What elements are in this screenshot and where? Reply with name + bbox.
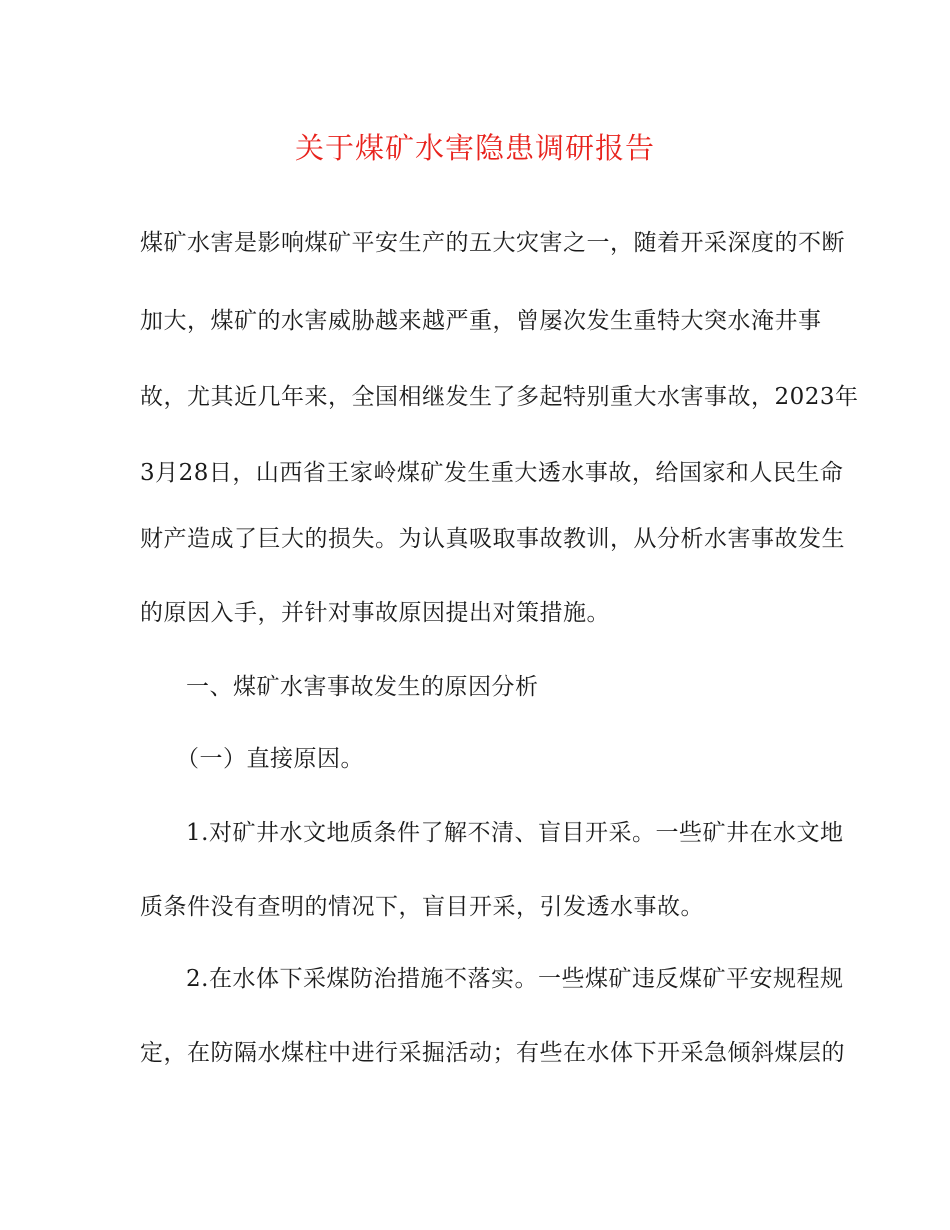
paragraph-line: 质条件没有查明的情况下，盲目开采，引发透水事故。 [140, 894, 704, 920]
paragraph-line: 故，尤其近几年来，全国相继发生了多起特别重大水害事故，2023年 [140, 384, 859, 410]
paragraph-line: 3月28日，山西省王家岭煤矿发生重大透水事故，给国家和人民生命 [140, 460, 844, 486]
paragraph-line: 1.对矿井水文地质条件了解不清、盲目开采。一些矿井在水文地 [186, 820, 844, 846]
paragraph-line: 财产造成了巨大的损失。为认真吸取事故教训，从分析水害事故发生 [140, 526, 845, 552]
document-title: 关于煤矿水害隐患调研报告 [294, 131, 655, 165]
paragraph-line: 2.在水体下采煤防治措施不落实。一些煤矿违反煤矿平安规程规 [186, 966, 844, 992]
subsection-heading: （一）直接原因。 [176, 746, 364, 772]
paragraph-line: 加大，煤矿的水害威胁越来越严重，曾屡次发生重特大突水淹井事 [140, 308, 822, 334]
paragraph-line: 定，在防隔水煤柱中进行采掘活动；有些在水体下开采急倾斜煤层的 [140, 1040, 845, 1066]
section-heading: 一、煤矿水害事故发生的原因分析 [186, 674, 539, 700]
paragraph-line: 的原因入手，并针对事故原因提出对策措施。 [140, 600, 610, 626]
paragraph-line: 煤矿水害是影响煤矿平安生产的五大灾害之一，随着开采深度的不断 [140, 230, 845, 256]
